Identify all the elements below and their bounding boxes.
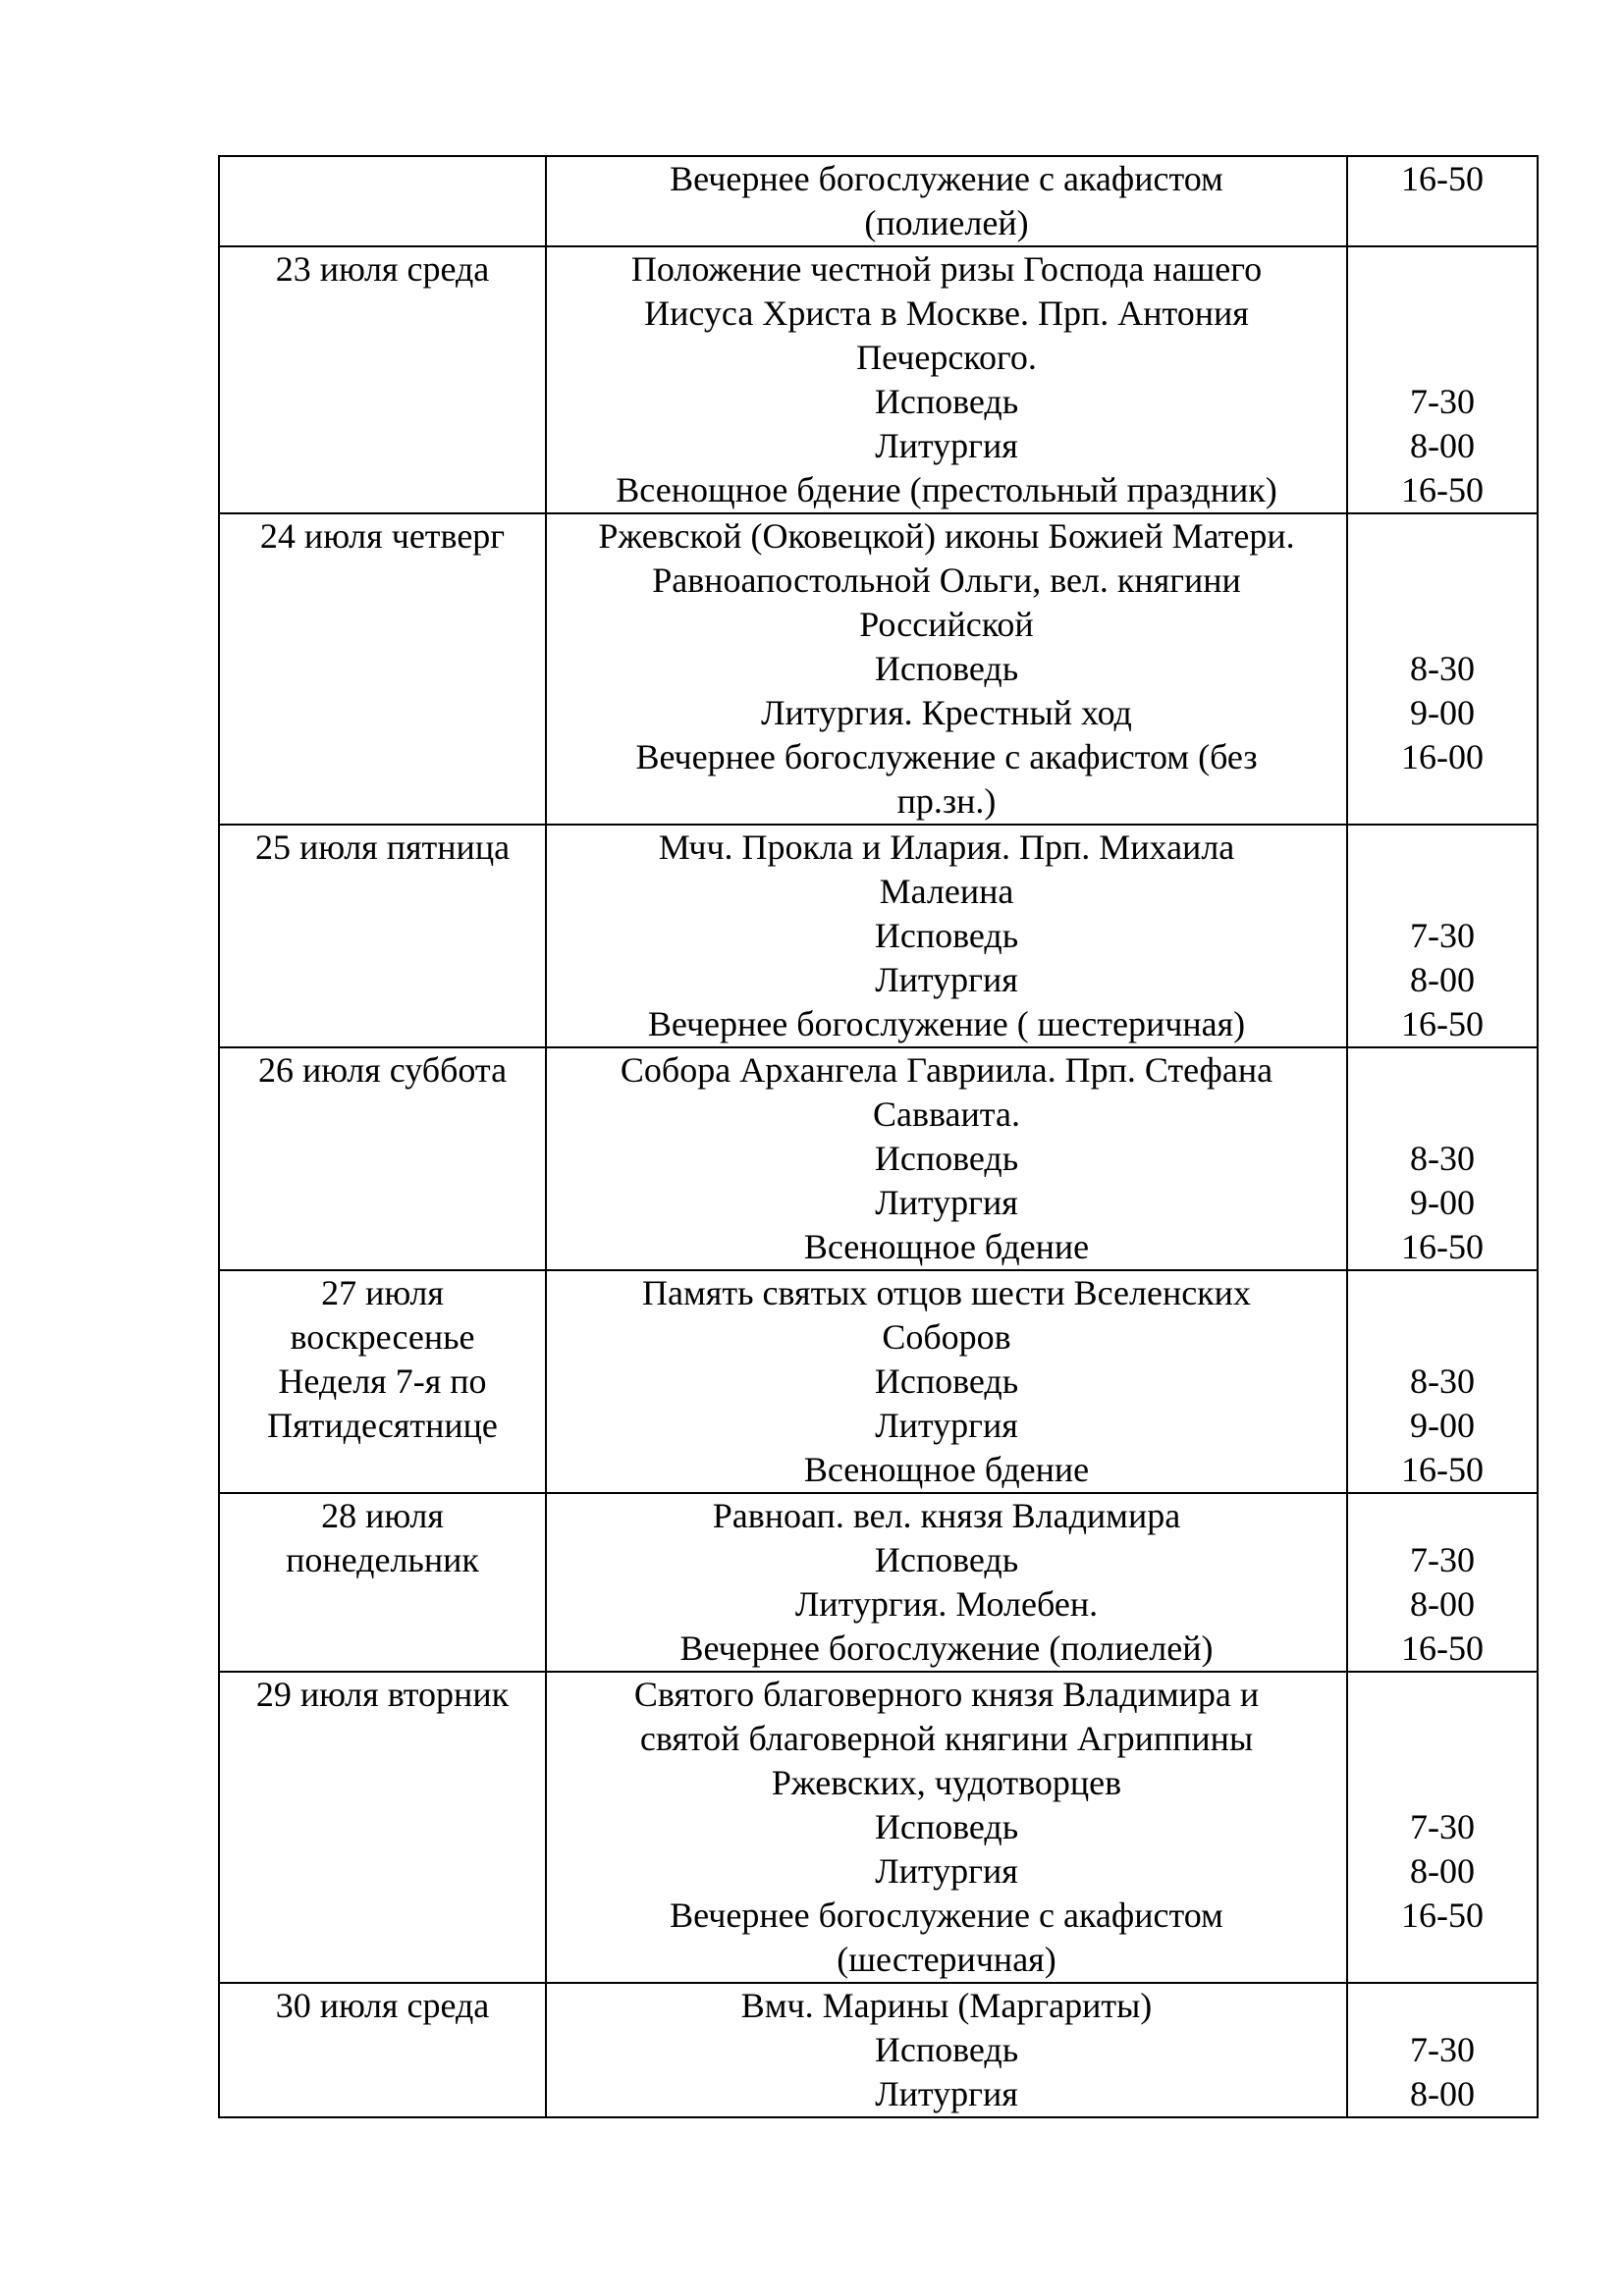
event-line: Вечернее богослужение с акафистом bbox=[670, 1896, 1223, 1935]
date-cell bbox=[219, 825, 546, 1047]
event-line: Память святых отцов шести Вселенских bbox=[642, 1273, 1251, 1312]
event-line: (шестеричная) bbox=[837, 1940, 1056, 1979]
date-cell bbox=[219, 1047, 546, 1270]
event-line: Вечернее богослужение ( шестеричная) bbox=[647, 1004, 1246, 1043]
schedule-row bbox=[219, 1672, 1538, 1983]
date-cell bbox=[219, 513, 546, 825]
time-line bbox=[1352, 201, 1533, 245]
time-line: 7-30 bbox=[1410, 382, 1475, 421]
time-line: 8-00 bbox=[1410, 960, 1475, 999]
time-line bbox=[1352, 1984, 1533, 2028]
event-line: Равноапостольной Ольги, вел. княгини bbox=[652, 561, 1241, 600]
time-line: 7-30 bbox=[1410, 1540, 1475, 1579]
schedule-row bbox=[219, 513, 1538, 825]
event-line: Исповедь bbox=[874, 1540, 1019, 1579]
event-line: Печерского. bbox=[856, 338, 1037, 377]
event-line: Исповедь bbox=[874, 2030, 1019, 2069]
event-cell bbox=[546, 1983, 1347, 2117]
event-line: Исповедь bbox=[874, 649, 1019, 688]
event-line: Вечернее богослужение (полиелей) bbox=[679, 1629, 1214, 1668]
time-line: 16-50 bbox=[1401, 159, 1484, 198]
event-line: Литургия. Крестный ход bbox=[761, 693, 1132, 732]
time-line: 16-50 bbox=[1401, 1227, 1484, 1266]
time-line: 8-30 bbox=[1410, 1139, 1475, 1178]
event-line: Вечернее богослужение с акафистом (без bbox=[635, 737, 1258, 776]
event-line: Исповедь bbox=[874, 916, 1019, 955]
event-line: Литургия. Молебен. bbox=[794, 1584, 1099, 1624]
date-line: Неделя 7-я по bbox=[278, 1362, 487, 1401]
time-line: 7-30 bbox=[1410, 2030, 1475, 2069]
time-line: 8-30 bbox=[1410, 1362, 1475, 1401]
time-line: 8-00 bbox=[1410, 426, 1475, 465]
schedule-row bbox=[219, 1047, 1538, 1270]
event-line: Савваита. bbox=[873, 1095, 1020, 1134]
event-line: Положение честной ризы Господа нашего bbox=[630, 249, 1263, 289]
date-cell bbox=[219, 246, 546, 513]
time-line: 8-00 bbox=[1410, 1584, 1475, 1624]
schedule-row bbox=[219, 825, 1538, 1047]
event-cell bbox=[546, 156, 1347, 246]
schedule-row bbox=[219, 156, 1538, 246]
event-line: Вмч. Марины (Маргариты) bbox=[740, 1986, 1153, 2025]
event-line: Святого благоверного князя Владимира и bbox=[633, 1675, 1260, 1714]
time-cell bbox=[1347, 1493, 1538, 1672]
time-line bbox=[1352, 779, 1533, 824]
event-line: Мчч. Прокла и Илария. Прп. Михаила bbox=[658, 828, 1235, 867]
time-cell bbox=[1347, 1270, 1538, 1493]
event-line: Соборов bbox=[882, 1317, 1011, 1357]
event-line: Собора Архангела Гавриила. Прп. Стефана bbox=[620, 1050, 1273, 1090]
time-line: 8-30 bbox=[1410, 649, 1475, 688]
time-cell bbox=[1347, 156, 1538, 246]
date-line: 30 июля среда bbox=[275, 1986, 490, 2025]
event-line: Всенощное бдение bbox=[803, 1450, 1090, 1489]
time-cell bbox=[1347, 1983, 1538, 2117]
date-line: воскресенье bbox=[290, 1317, 475, 1357]
event-line: пр.зн.) bbox=[896, 781, 997, 821]
time-line bbox=[1352, 292, 1533, 336]
time-line: 8-00 bbox=[1410, 2074, 1475, 2113]
date-line: 29 июля вторник bbox=[255, 1675, 510, 1714]
event-cell bbox=[546, 246, 1347, 513]
event-line: Российской bbox=[859, 605, 1034, 644]
date-cell bbox=[219, 1493, 546, 1672]
event-line: Литургия bbox=[875, 1851, 1018, 1891]
event-line: Вечернее богослужение с акафистом bbox=[670, 159, 1223, 198]
time-cell bbox=[1347, 1672, 1538, 1983]
time-cell bbox=[1347, 1047, 1538, 1270]
date-line: 26 июля суббота bbox=[257, 1050, 508, 1090]
time-cell bbox=[1347, 246, 1538, 513]
time-line: 9-00 bbox=[1410, 693, 1475, 732]
time-line: 16-00 bbox=[1401, 737, 1484, 776]
schedule-row bbox=[219, 246, 1538, 513]
time-line bbox=[1352, 1761, 1533, 1805]
event-line: Литургия bbox=[875, 960, 1018, 999]
event-line: Литургия bbox=[875, 1406, 1018, 1445]
schedule-row bbox=[219, 1270, 1538, 1493]
date-line: понедельник bbox=[286, 1540, 479, 1579]
event-line: Литургия bbox=[875, 1183, 1018, 1222]
time-line: 9-00 bbox=[1410, 1406, 1475, 1445]
date-line: 28 июля bbox=[321, 1496, 444, 1535]
time-line bbox=[1352, 1494, 1533, 1538]
date-line: 27 июля bbox=[321, 1273, 444, 1312]
event-line: Иисуса Христа в Москве. Прп. Антония bbox=[644, 294, 1249, 333]
time-line bbox=[1352, 1048, 1533, 1093]
time-line bbox=[1352, 247, 1533, 292]
event-line: Литургия bbox=[875, 426, 1018, 465]
time-line: 16-50 bbox=[1401, 1004, 1484, 1043]
event-line: Исповедь bbox=[874, 382, 1019, 421]
time-line bbox=[1352, 1093, 1533, 1137]
event-line: Исповедь bbox=[874, 1362, 1019, 1401]
event-cell bbox=[546, 825, 1347, 1047]
time-line: 7-30 bbox=[1410, 916, 1475, 955]
event-line: Равноап. вел. князя Владимира bbox=[712, 1496, 1181, 1535]
schedule-row bbox=[219, 1983, 1538, 2117]
time-line: 16-50 bbox=[1401, 1629, 1484, 1668]
date-cell bbox=[219, 1270, 546, 1493]
event-cell bbox=[546, 1270, 1347, 1493]
event-cell bbox=[546, 1672, 1347, 1983]
time-line bbox=[1352, 559, 1533, 603]
time-line bbox=[1352, 826, 1533, 870]
date-line: 24 июля четверг bbox=[259, 516, 506, 556]
time-line bbox=[1352, 514, 1533, 559]
time-line: 16-50 bbox=[1401, 470, 1484, 509]
time-line bbox=[1352, 1717, 1533, 1761]
event-line: святой благоверной княгини Агриппины bbox=[639, 1719, 1254, 1758]
time-line: 7-30 bbox=[1410, 1807, 1475, 1846]
event-line: (полиелей) bbox=[864, 203, 1029, 242]
event-line: Ржевской (Оковецкой) иконы Божией Матери. bbox=[598, 516, 1295, 556]
event-line: Всенощное бдение (престольный праздник) bbox=[616, 470, 1277, 509]
date-cell bbox=[219, 156, 546, 246]
event-line: Литургия bbox=[875, 2074, 1018, 2113]
schedule-body bbox=[219, 156, 1538, 2117]
time-line bbox=[1352, 1315, 1533, 1360]
time-line: 16-50 bbox=[1401, 1450, 1484, 1489]
time-line bbox=[1352, 1673, 1533, 1717]
time-line: 16-50 bbox=[1401, 1896, 1484, 1935]
time-line bbox=[1352, 1271, 1533, 1315]
event-line: Всенощное бдение bbox=[803, 1227, 1090, 1266]
date-cell bbox=[219, 1983, 546, 2117]
time-cell bbox=[1347, 513, 1538, 825]
event-line: Малеина bbox=[879, 872, 1014, 911]
event-cell bbox=[546, 513, 1347, 825]
event-cell bbox=[546, 1493, 1347, 1672]
service-schedule-table bbox=[218, 155, 1539, 2118]
time-cell bbox=[1347, 825, 1538, 1047]
time-line bbox=[1352, 1938, 1533, 1982]
event-cell bbox=[546, 1047, 1347, 1270]
time-line bbox=[1352, 336, 1533, 380]
date-line bbox=[224, 157, 541, 201]
date-cell bbox=[219, 1672, 546, 1983]
time-line: 9-00 bbox=[1410, 1183, 1475, 1222]
time-line bbox=[1352, 870, 1533, 914]
date-line: 23 июля среда bbox=[275, 249, 490, 289]
event-line: Ржевских, чудотворцев bbox=[771, 1763, 1122, 1802]
time-line bbox=[1352, 603, 1533, 647]
event-line: Исповедь bbox=[874, 1807, 1019, 1846]
date-line: Пятидесятнице bbox=[267, 1406, 498, 1445]
time-line: 8-00 bbox=[1410, 1851, 1475, 1891]
schedule-row bbox=[219, 1493, 1538, 1672]
date-line: 25 июля пятница bbox=[254, 828, 511, 867]
event-line: Исповедь bbox=[874, 1139, 1019, 1178]
